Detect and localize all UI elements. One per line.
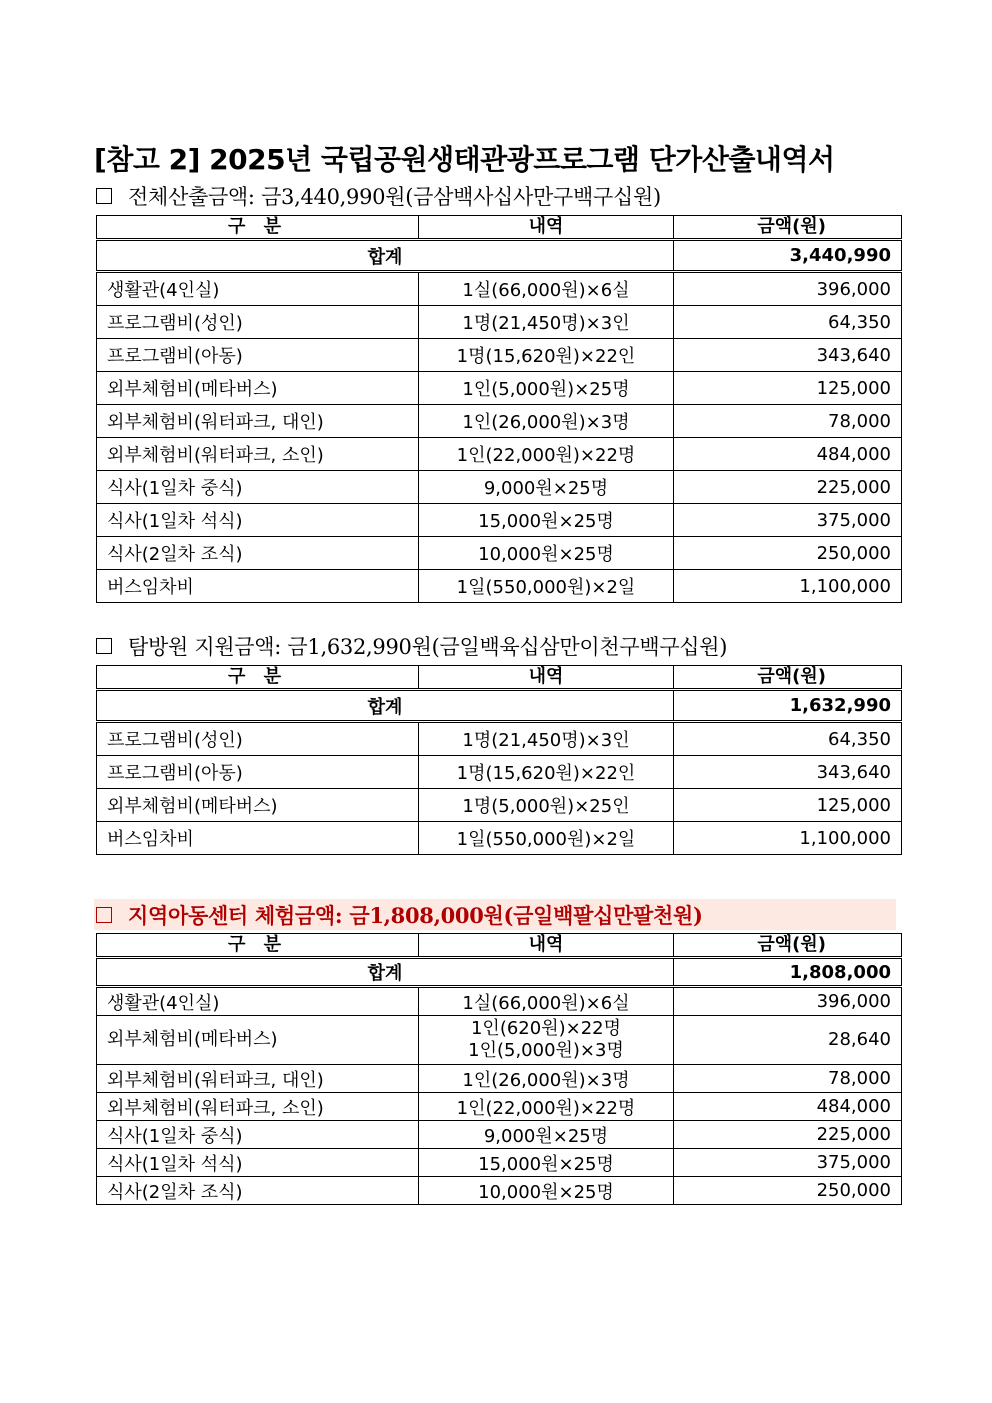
item-name: 프로그램비(성인) — [97, 306, 419, 339]
table-row — [97, 1093, 902, 1121]
table-row — [97, 822, 902, 855]
header-category: 구 분 — [97, 934, 419, 958]
item-amount: 78,000 — [674, 405, 902, 438]
cost-table-center — [96, 665, 902, 855]
checkbox-square-icon — [96, 188, 112, 204]
table-row — [97, 1016, 902, 1065]
table-body — [97, 216, 902, 603]
item-amount: 484,000 — [674, 1093, 902, 1121]
item-name: 버스임차비 — [97, 570, 419, 603]
item-detail — [419, 1177, 674, 1205]
table-body — [97, 666, 902, 855]
item-detail — [419, 438, 674, 471]
item-detail-line: 9,000원×25명 — [483, 478, 609, 499]
item-amount: 396,000 — [674, 272, 902, 306]
section-heading-center — [96, 631, 727, 661]
table-header-row — [97, 666, 902, 690]
item-detail-line: 1명(21,450명)×3인 — [462, 730, 630, 751]
item-detail-line: 10,000원×25명 — [478, 1181, 614, 1203]
header-amount: 금액(원) — [674, 934, 902, 958]
item-amount: 64,350 — [674, 306, 902, 339]
item-detail-line: 10,000원×25명 — [478, 544, 614, 565]
item-detail — [419, 1093, 674, 1121]
section-heading-childcenter — [94, 899, 896, 930]
table-body — [97, 934, 902, 1205]
item-detail — [419, 570, 674, 603]
item-name: 식사(2일차 조식) — [97, 537, 419, 570]
table-row — [97, 306, 902, 339]
item-amount: 64,350 — [674, 722, 902, 756]
table-row — [97, 537, 902, 570]
item-name: 프로그램비(아동) — [97, 756, 419, 789]
header-detail: 내역 — [419, 216, 674, 240]
item-name: 식사(1일차 중식) — [97, 1121, 419, 1149]
table-row — [97, 722, 902, 756]
item-detail — [419, 789, 674, 822]
item-amount: 225,000 — [674, 471, 902, 504]
item-amount: 250,000 — [674, 537, 902, 570]
item-name: 외부체험비(메타버스) — [97, 1016, 419, 1065]
sum-row — [97, 958, 902, 987]
item-detail — [419, 272, 674, 306]
sum-label: 합계 — [97, 240, 674, 272]
item-amount: 225,000 — [674, 1121, 902, 1149]
sum-row — [97, 240, 902, 272]
section-heading-text: 전체산출금액: 금3,440,990원(금삼백사십사만구백구십원) — [128, 185, 661, 209]
item-name: 식사(1일차 석식) — [97, 1149, 419, 1177]
header-amount: 금액(원) — [674, 216, 902, 240]
item-detail-line: 1일(550,000원)×2일 — [456, 577, 636, 598]
item-amount: 78,000 — [674, 1065, 902, 1093]
item-detail-line: 1일(550,000원)×2일 — [456, 829, 636, 850]
item-detail-line: 1실(66,000원)×6실 — [462, 280, 630, 301]
table-row — [97, 438, 902, 471]
item-detail — [419, 722, 674, 756]
item-name: 버스임차비 — [97, 822, 419, 855]
section-heading-total — [96, 181, 661, 211]
item-name: 생활관(4인실) — [97, 272, 419, 306]
item-detail-line: 1인(5,000원)×3명 — [468, 1040, 624, 1061]
item-detail-line: 1명(21,450명)×3인 — [462, 313, 630, 334]
item-name: 외부체험비(워터파크, 대인) — [97, 405, 419, 438]
item-detail — [419, 504, 674, 537]
table-row — [97, 1149, 902, 1177]
item-detail — [419, 405, 674, 438]
item-detail — [419, 1065, 674, 1093]
item-detail — [419, 537, 674, 570]
item-amount: 375,000 — [674, 504, 902, 537]
table-row — [97, 1065, 902, 1093]
item-detail-line: 1인(26,000원)×3명 — [462, 1069, 630, 1091]
item-detail-line: 1인(5,000원)×25명 — [462, 379, 630, 400]
item-amount: 343,640 — [674, 756, 902, 789]
table-row — [97, 570, 902, 603]
item-amount: 1,100,000 — [674, 822, 902, 855]
item-detail — [419, 822, 674, 855]
section-heading-text: 지역아동센터 체험금액: 금1,808,000원(금일백팔십만팔천원) — [128, 902, 703, 928]
header-category: 구 분 — [97, 216, 419, 240]
table-row — [97, 504, 902, 537]
item-name: 외부체험비(메타버스) — [97, 372, 419, 405]
item-name: 외부체험비(워터파크, 소인) — [97, 1093, 419, 1121]
item-name: 생활관(4인실) — [97, 987, 419, 1016]
table-row — [97, 339, 902, 372]
item-detail — [419, 339, 674, 372]
item-amount: 125,000 — [674, 789, 902, 822]
header-category: 구 분 — [97, 666, 419, 690]
item-detail — [419, 987, 674, 1016]
item-amount: 1,100,000 — [674, 570, 902, 603]
item-detail-line: 15,000원×25명 — [478, 511, 614, 532]
header-amount: 금액(원) — [674, 666, 902, 690]
table-row — [97, 1177, 902, 1205]
table-row — [97, 987, 902, 1016]
item-detail-line: 1인(22,000원)×22명 — [456, 1097, 636, 1119]
item-amount: 250,000 — [674, 1177, 902, 1205]
item-name: 프로그램비(성인) — [97, 722, 419, 756]
section-heading-text: 탐방원 지원금액: 금1,632,990원(금일백육십삼만이천구백구십원) — [128, 635, 728, 659]
item-detail — [419, 372, 674, 405]
item-name: 외부체험비(워터파크, 대인) — [97, 1065, 419, 1093]
header-detail: 내역 — [419, 934, 674, 958]
item-detail-line: 1인(26,000원)×3명 — [462, 412, 630, 433]
item-amount: 125,000 — [674, 372, 902, 405]
table-row — [97, 1121, 902, 1149]
item-name: 외부체험비(메타버스) — [97, 789, 419, 822]
item-detail-line: 1명(15,620원)×22인 — [456, 346, 636, 367]
sum-value: 1,808,000 — [674, 958, 902, 987]
cost-table-total — [96, 215, 902, 603]
item-name: 외부체험비(워터파크, 소인) — [97, 438, 419, 471]
item-amount: 28,640 — [674, 1016, 902, 1065]
item-detail — [419, 1149, 674, 1177]
item-detail-line: 1명(5,000원)×25인 — [462, 796, 630, 817]
item-name: 식사(1일차 석식) — [97, 504, 419, 537]
sum-value: 3,440,990 — [674, 240, 902, 272]
item-detail-line: 15,000원×25명 — [478, 1153, 614, 1175]
sum-row — [97, 690, 902, 722]
sum-label: 합계 — [97, 690, 674, 722]
table-row — [97, 272, 902, 306]
item-detail-line: 9,000원×25명 — [483, 1125, 609, 1147]
cost-table-childcenter — [96, 933, 902, 1205]
item-detail — [419, 306, 674, 339]
item-amount: 396,000 — [674, 987, 902, 1016]
item-detail — [419, 1016, 674, 1065]
checkbox-square-icon — [96, 638, 112, 654]
table-header-row — [97, 934, 902, 958]
checkbox-square-icon — [96, 907, 112, 923]
item-name: 프로그램비(아동) — [97, 339, 419, 372]
table-row — [97, 405, 902, 438]
table-row — [97, 372, 902, 405]
item-amount: 375,000 — [674, 1149, 902, 1177]
table-header-row — [97, 216, 902, 240]
item-detail-line: 1인(620원)×22명 — [470, 1018, 621, 1039]
item-detail — [419, 1121, 674, 1149]
sum-label: 합계 — [97, 958, 674, 987]
sum-value: 1,632,990 — [674, 690, 902, 722]
header-detail: 내역 — [419, 666, 674, 690]
item-name: 식사(2일차 조식) — [97, 1177, 419, 1205]
item-detail-line: 1명(15,620원)×22인 — [456, 763, 636, 784]
table-row — [97, 789, 902, 822]
item-detail — [419, 471, 674, 504]
item-amount: 343,640 — [674, 339, 902, 372]
item-name: 식사(1일차 중식) — [97, 471, 419, 504]
item-detail — [419, 756, 674, 789]
table-row — [97, 756, 902, 789]
page-title: [참고 2] 2025년 국립공원생태관광프로그램 단가산출내역서 — [94, 143, 835, 176]
item-detail-line: 1실(66,000원)×6실 — [462, 992, 630, 1014]
item-amount: 484,000 — [674, 438, 902, 471]
table-row — [97, 471, 902, 504]
item-detail-line: 1인(22,000원)×22명 — [456, 445, 636, 466]
